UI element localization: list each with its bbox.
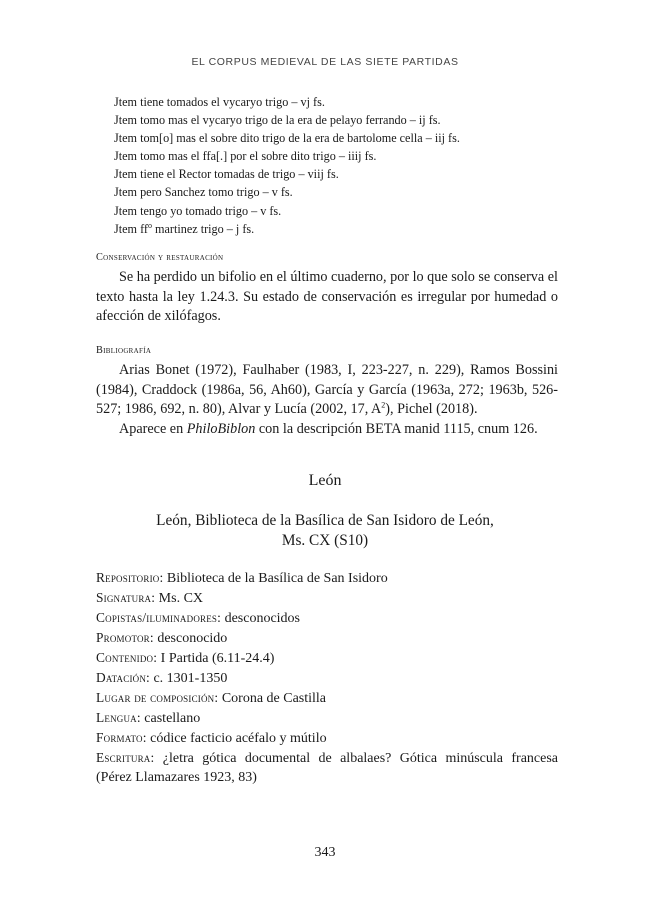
inventory-line: Jtem tomo mas el ffa[.] por el sobre dito trigo – iiij fs. — [114, 149, 377, 164]
inventory-text: martinez trigo – j fs. — [151, 221, 255, 236]
field-contenido — [96, 648, 558, 668]
philobiblon-title: PhiloBiblon — [186, 421, 256, 438]
inventory-line: Jtem tiene el Rector tomadas de trigo – viij fs. — [114, 167, 339, 182]
field-value: castellano — [140, 711, 201, 726]
inventory-transcription — [114, 93, 574, 238]
field-value: Biblioteca de la Basílica de San Isidoro — [163, 571, 388, 586]
field-value: desconocido — [153, 631, 228, 646]
paragraph-text: con la descripción BETA manid 1115, cnum 126. — [255, 421, 538, 438]
inventory-line: Jtem tomo mas el vycaryo trigo de la era de pelayo ferrando – ij fs. — [114, 113, 441, 128]
paragraph-text: Aparece en — [119, 421, 187, 438]
field-label: Escritura: — [96, 750, 155, 765]
bibliography-text: ), Pichel (2018). — [385, 401, 478, 418]
library-heading-line: Ms. CX (S10) — [281, 531, 369, 549]
superscript: o — [147, 220, 152, 230]
inventory-line: Jtem pero Sanchez tomo trigo – v fs. — [114, 185, 293, 200]
field-promotor — [96, 628, 558, 648]
inventory-text: Jtem ff — [114, 221, 148, 236]
manuscript-fields — [96, 568, 558, 787]
field-copistas — [96, 608, 558, 628]
field-label: Datación: — [96, 670, 150, 685]
bibliography-paragraph — [96, 361, 558, 420]
field-value: ¿letra gótica documental de albalaes? Gótica minúscula francesa (Pérez Llamazares 1923, 83) — [96, 751, 558, 785]
field-label: Repositorio: — [96, 570, 164, 585]
bibliography-text: Arias Bonet (1972), Faulhaber (1983, I, 223-227, n. 229), Ramos Bossini (1984), Craddock (1986a, 56, Ah60), García y García (1963a, 272; 1963b, 526-527; 1986, 692, n. 80), Alvar y Lucía (2002, 17, A — [96, 362, 558, 418]
section-label: Conservación y restauración — [96, 252, 224, 263]
field-label: Contenido: — [96, 650, 158, 665]
inventory-line: Jtem tom[o] mas el sobre dito trigo de la era de bartolome cella – iij fs. — [114, 131, 460, 146]
inventory-line — [114, 220, 574, 238]
running-header: EL CORPUS MEDIEVAL DE LAS SIETE PARTIDAS — [191, 56, 459, 68]
field-lugar — [96, 688, 558, 708]
field-escritura — [96, 748, 558, 787]
field-value: códice facticio acéfalo y mútilo — [146, 731, 327, 746]
field-label: Lugar de composición: — [96, 690, 219, 705]
field-value: Corona de Castilla — [218, 691, 327, 706]
superscript: 2 — [381, 400, 386, 410]
inventory-line: Jtem tiene tomados el vycaryo trigo – vj fs. — [114, 95, 325, 109]
field-label: Signatura: — [96, 590, 156, 605]
field-signatura — [96, 588, 558, 608]
field-datacion — [96, 668, 558, 688]
field-value: desconocidos — [221, 611, 300, 626]
library-heading-line: León, Biblioteca de la Basílica de San Isidoro de León, — [156, 512, 494, 529]
field-label: Copistas/iluminadores: — [96, 610, 222, 625]
field-value: Ms. CX — [155, 591, 204, 606]
section-label: Bibliografía — [96, 345, 152, 356]
field-label: Promotor: — [96, 630, 154, 645]
city-heading: León — [308, 472, 342, 489]
page-number: 343 — [314, 845, 336, 860]
field-label: Lengua: — [96, 710, 141, 725]
field-value: I Partida (6.11-24.4) — [157, 651, 275, 666]
inventory-line: Jtem tengo yo tomado trigo – v fs. — [114, 203, 282, 218]
conservation-paragraph: Se ha perdido un bifolio en el último cuaderno, por lo que solo se conserva el texto hasta la ley 1.24.3. Su estado de conservación es irregular por humedad o afección de xilófagos. — [96, 269, 558, 325]
conservation-section — [96, 250, 558, 327]
field-formato — [96, 728, 558, 748]
field-label: Formato: — [96, 730, 147, 745]
field-value: c. 1301-1350 — [149, 671, 228, 686]
library-heading — [0, 511, 650, 550]
field-repositorio — [96, 568, 558, 588]
philobiblon-paragraph — [96, 420, 558, 440]
field-lengua — [96, 708, 558, 728]
bibliography-section — [96, 343, 558, 440]
